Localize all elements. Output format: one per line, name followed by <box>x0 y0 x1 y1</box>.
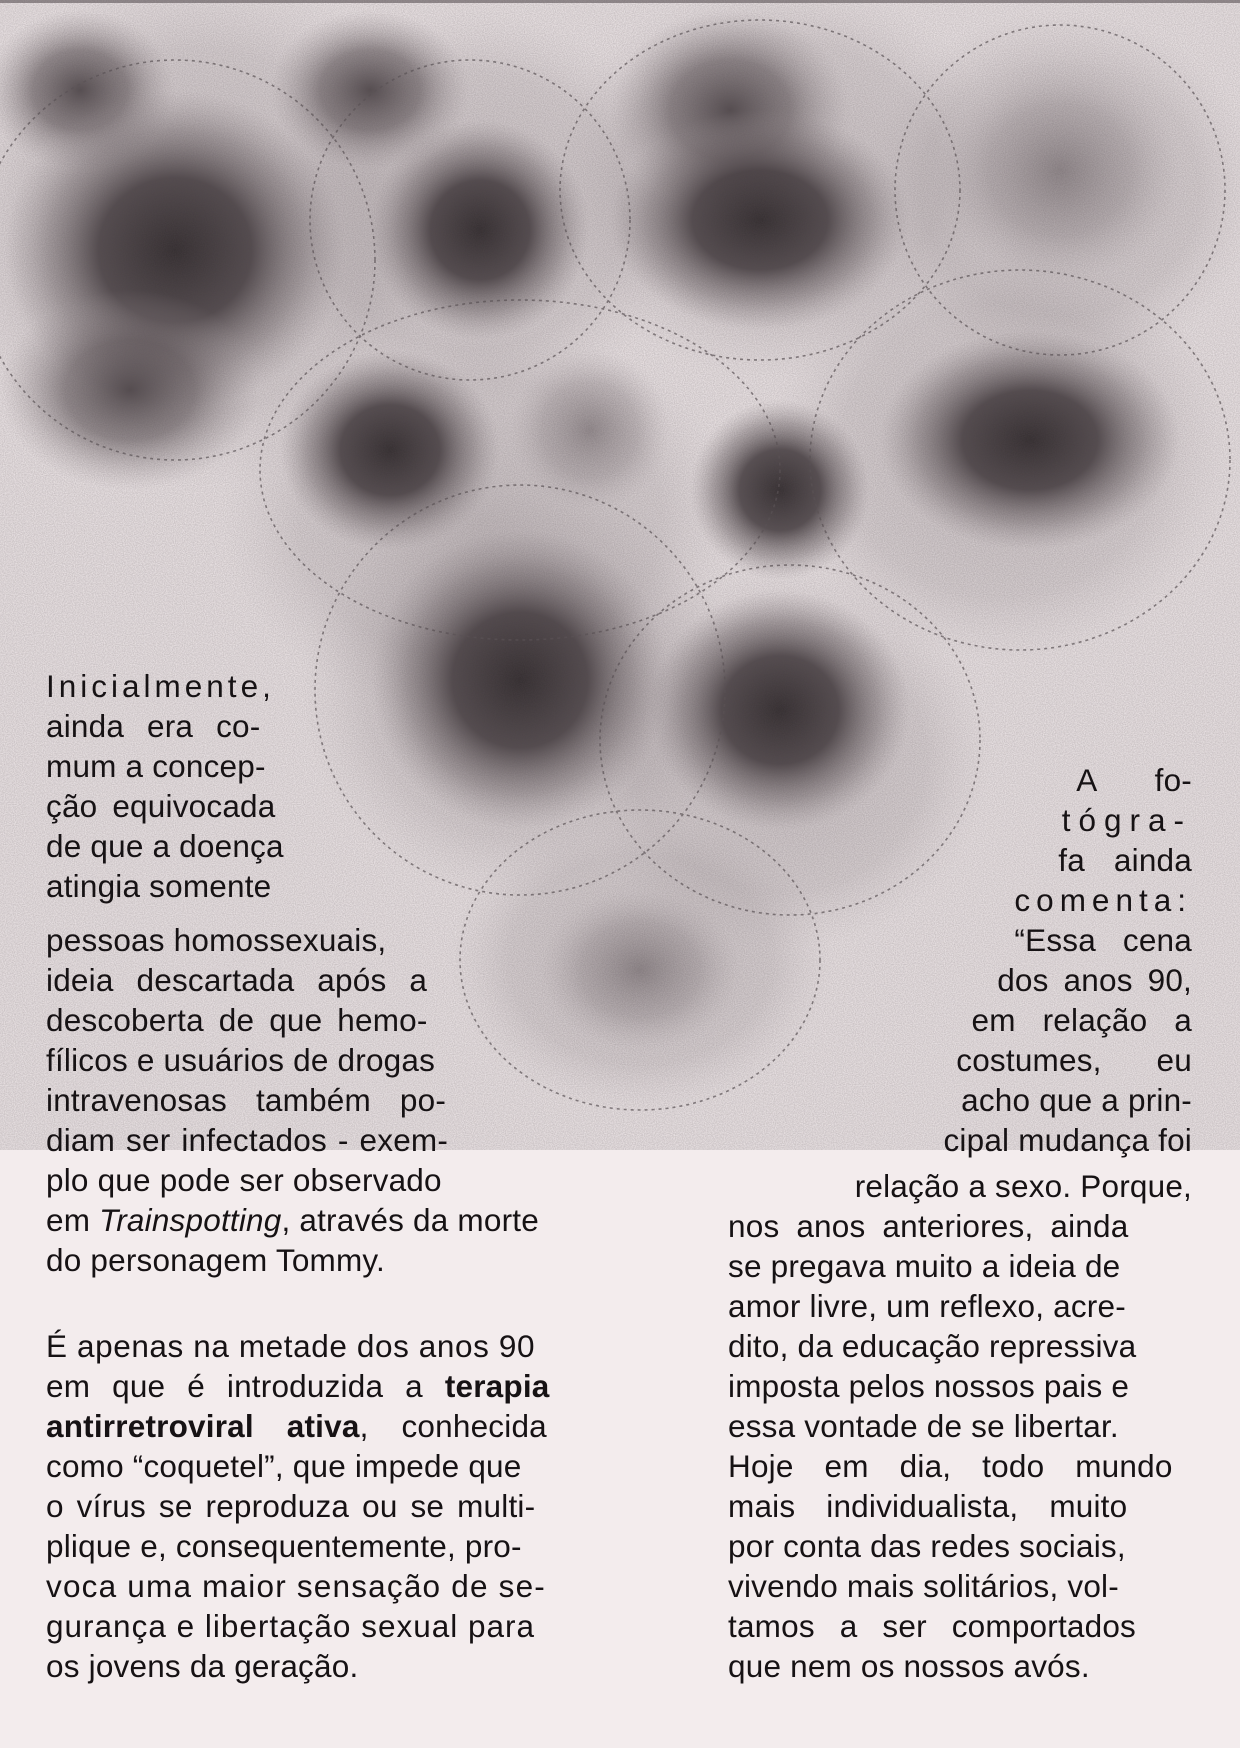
text-line: É apenas na metade dos anos 90 <box>46 1328 536 1364</box>
text-line: ainda era co- <box>46 708 261 744</box>
text-line: dos anos 90, <box>997 962 1192 998</box>
text-line: tamos a ser comportados <box>728 1608 1137 1644</box>
text-line: Inicialmente, <box>46 668 275 704</box>
left-intro-text <box>46 666 298 906</box>
bold-term: terapia <box>444 1368 550 1404</box>
left-body-text <box>46 920 606 1280</box>
left-paragraph-2 <box>46 1326 606 1686</box>
text-line: pessoas homossexuais, <box>46 922 387 958</box>
right-quote-body <box>728 1166 1192 1686</box>
text-fragment: , conhecida <box>359 1408 547 1444</box>
text-line: os jovens da geração. <box>46 1648 359 1684</box>
text-line: Hoje em dia, todo mundo <box>728 1448 1173 1484</box>
text-fragment: em <box>46 1202 100 1238</box>
text-line: diam ser infectados - exem- <box>46 1122 449 1158</box>
text-line: em relação a <box>971 1002 1192 1038</box>
text-line: ção equivocada <box>46 788 276 824</box>
text-line: fa ainda <box>1058 842 1192 878</box>
text-line: relação a sexo. Porque, <box>854 1168 1192 1204</box>
text-line: descoberta de que hemo- <box>46 1002 428 1038</box>
text-line <box>46 1366 606 1406</box>
text-line: comenta: <box>1014 882 1192 918</box>
text-line: A fo- <box>1076 762 1192 798</box>
film-title-trainspotting: Trainspotting <box>99 1202 282 1238</box>
text-line: acho que a prin- <box>961 1082 1192 1118</box>
text-line: dito, da educação repressiva <box>728 1328 1137 1364</box>
text-line: essa vontade de se libertar. <box>728 1408 1119 1444</box>
text-line: fílicos e usuários de drogas <box>46 1042 436 1078</box>
text-line: mais individualista, muito <box>728 1488 1128 1524</box>
right-quote-intro <box>780 760 1192 1160</box>
text-fragment: em que é introduzida a <box>46 1368 445 1404</box>
text-line: cipal mudança foi <box>943 1122 1192 1158</box>
text-line-trainspotting <box>46 1200 606 1240</box>
text-line: tógra- <box>1061 802 1192 838</box>
text-line: do personagem Tommy. <box>46 1242 385 1278</box>
bold-term: antirretroviral ativa <box>46 1408 360 1444</box>
text-line: o vírus se reproduza ou se multi- <box>46 1488 536 1524</box>
text-line: de que a doença <box>46 828 284 864</box>
text-line: que nem os nossos avós. <box>728 1648 1090 1684</box>
text-line: ideia descartada após a <box>46 962 428 998</box>
text-line: voca uma maior sensação de se- <box>46 1568 546 1604</box>
text-line: por conta das redes sociais, <box>728 1528 1126 1564</box>
text-line: mum a concep- <box>46 748 266 784</box>
text-line: “Essa cena <box>1014 922 1192 958</box>
text-line: como “coquetel”, que impede que <box>46 1448 522 1484</box>
text-line: costumes, eu <box>956 1042 1192 1078</box>
text-line: nos anos anteriores, ainda <box>728 1208 1129 1244</box>
text-line: imposta pelos nossos pais e <box>728 1368 1130 1404</box>
text-line: intravenosas também po- <box>46 1082 447 1118</box>
text-line: plique e, consequentemente, pro- <box>46 1528 522 1564</box>
text-line: gurança e libertação sexual para <box>46 1608 536 1644</box>
text-line <box>46 1406 606 1446</box>
text-line: vivendo mais solitários, vol- <box>728 1568 1119 1604</box>
text-line: atingia somente <box>46 868 272 904</box>
text-line: amor livre, um reflexo, acre- <box>728 1288 1126 1324</box>
text-line: se pregava muito a ideia de <box>728 1248 1121 1284</box>
text-fragment: , através da morte <box>281 1202 539 1238</box>
text-line: plo que pode ser observado <box>46 1162 442 1198</box>
